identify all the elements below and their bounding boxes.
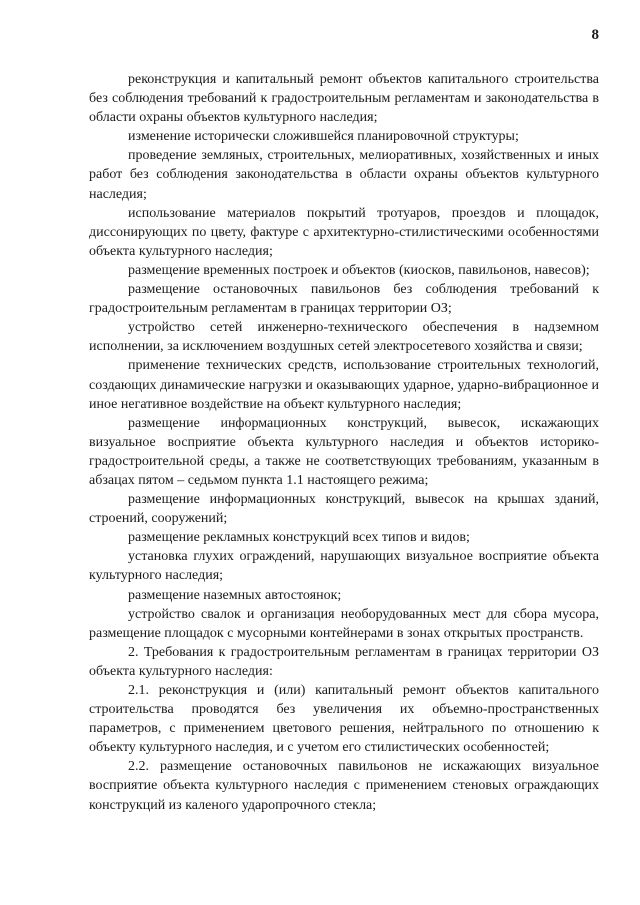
paragraph: применение технических средств, использование строительных технологий, создающих динамические нагрузки и оказывающих ударное, ударно-вибрационное и иное негативное воздействие на объект культурного наследия; [89,358,599,412]
paragraph: устройство свалок и организация необорудованных мест для сбора мусора, размещение площадок с мусорными контейнерами в зонах открытых пространств. [89,606,599,641]
document-body [89,70,599,815]
paragraph: размещение рекламных конструкций всех типов и видов; [128,530,470,546]
paragraph: размещение информационных конструкций, вывесок на крышах зданий, строений, сооружений; [89,492,599,527]
section-heading-paragraph: 2. Требования к градостроительным регламентам в границах территории ОЗ объекта культурного наследия: [89,644,599,679]
paragraph: реконструкция и капитальный ремонт объектов капитального строительства без соблюдения требований к градостроительным регламентам и законодательства в области охраны объектов культурного наследия; [89,72,599,126]
paragraph: 2.2. размещение остановочных павильонов не искажающих визуальное восприятие объекта культурного наследия с применением стеновых ограждающих конструкций из каленого ударопрочного стекла; [89,759,599,813]
paragraph: размещение временных построек и объектов (киосков, павильонов, навесов); [128,262,590,278]
paragraph: изменение исторически сложившейся планировочной структуры; [128,129,519,145]
paragraph: устройство сетей инженерно-технического обеспечения в надземном исполнении, за исключением воздушных сетей электросетевого хозяйства и связи; [89,320,599,355]
paragraph: установка глухих ограждений, нарушающих визуальное восприятие объекта культурного наследия; [89,549,599,584]
paragraph: размещение наземных автостоянок; [128,587,342,603]
paragraph: размещение остановочных павильонов без соблюдения требований к градостроительным регламентам в границах территории ОЗ; [89,282,599,317]
paragraph: проведение земляных, строительных, мелиоративных, хозяйственных и иных работ без соблюдения законодательства в области охраны объектов культурного наследия; [89,148,599,202]
paragraph: 2.1. реконструкция и (или) капитальный ремонт объектов капитального строительства проводятся без увеличения их объемно-пространственных параметров, с применением цветового решения, нейтрального по отношению к объекту культурного наследия, и с учетом его стилистических особенностей; [89,683,599,756]
paragraph: размещение информационных конструкций, вывесок, искажающих визуальное восприятие объекта культурного наследия и объектов историко-градостроительной среды, а также не соответствующих требованиям, указанным в абзацах пятом – седьмом пункта 1.1 настоящего режима; [89,415,599,488]
page-number: 8 [591,27,599,43]
paragraph: использование материалов покрытий тротуаров, проездов и площадок, диссонирующих по цвету, фактуре с архитектурно-стилистическими особенностями объекта культурного наследия; [89,205,599,259]
